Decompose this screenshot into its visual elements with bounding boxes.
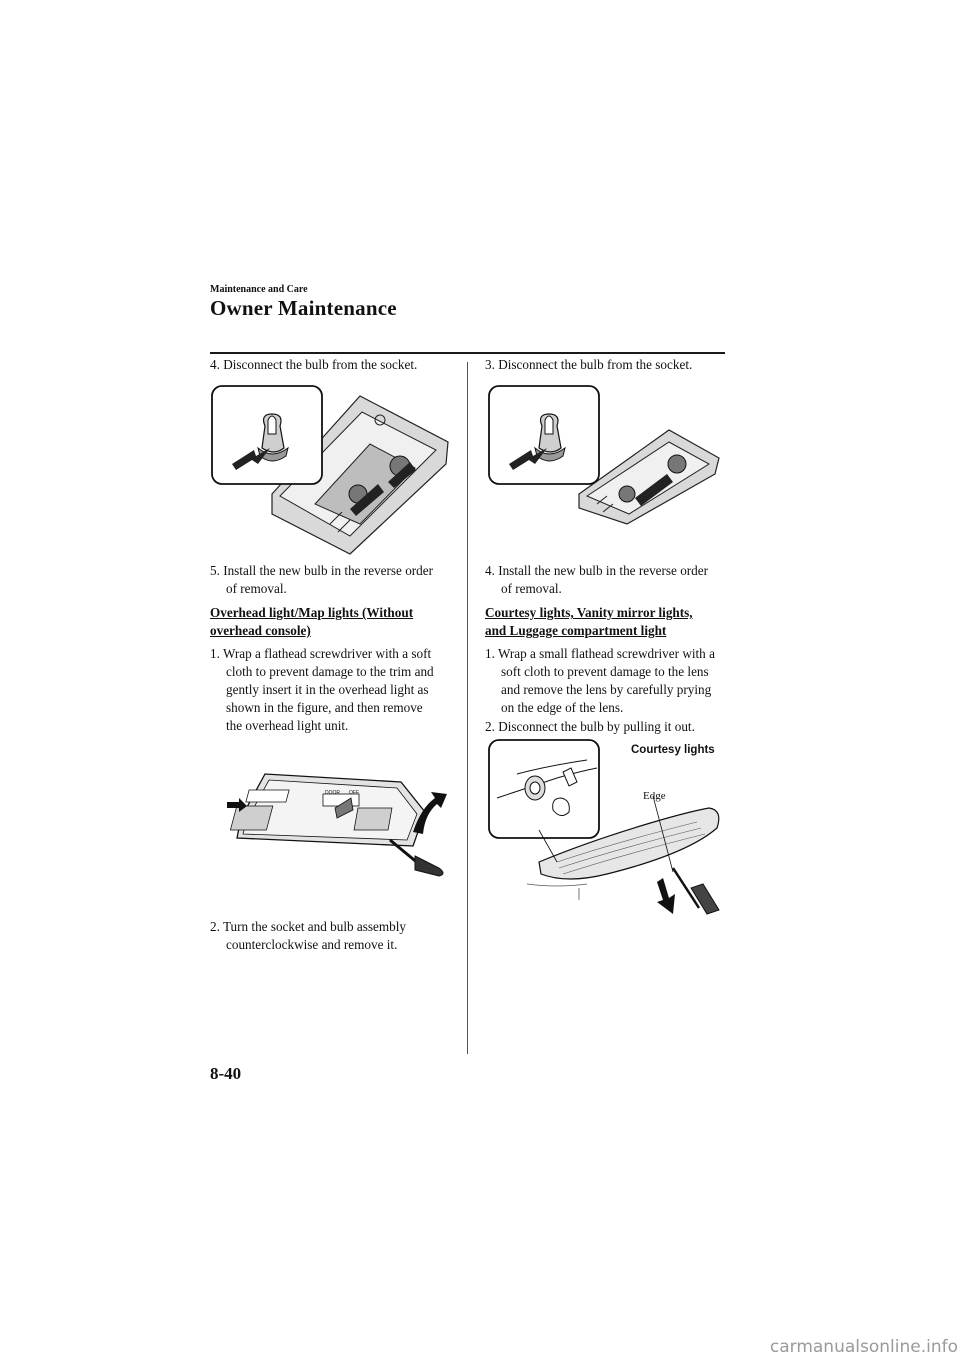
figure-overhead-light-removal — [225, 768, 455, 878]
right-heading-courtesy: Courtesy lights, Vanity mirror lights, and Luggage compartment light — [485, 605, 693, 638]
left-step-5: 5. Install the new bulb in the reverse order of removal. — [210, 563, 434, 596]
left-step-2: 2. Turn the socket and bulb assembly counterclockwise and remove it. — [210, 919, 406, 952]
right-step-3: 3. Disconnect the bulb from the socket. — [485, 357, 693, 372]
figure-disconnect-bulb-right — [487, 384, 725, 526]
right-step-1: 1. Wrap a small flathead screwdriver with a soft cloth to prevent damage to the lens and remove the lens by carefully prying on the edge of the lens. — [485, 646, 715, 715]
header-rule — [210, 352, 725, 354]
switch-label-off: OFF — [349, 790, 359, 796]
label-edge: Edge — [643, 790, 666, 802]
right-step-4: 4. Install the new bulb in the reverse order of removal. — [485, 563, 709, 596]
right-step-2: 2. Disconnect the bulb by pulling it out. — [485, 719, 695, 734]
left-step-4: 4. Disconnect the bulb from the socket. — [210, 357, 418, 372]
page-number: 8-40 — [210, 1064, 242, 1083]
switch-label-door: DOOR — [325, 790, 340, 796]
page-title: Owner Maintenance — [210, 296, 397, 320]
section-label: Maintenance and Care — [210, 284, 308, 295]
left-heading-overhead: Overhead light/Map lights (Without overhead console) — [210, 605, 414, 638]
label-courtesy-lights: Courtesy lights — [631, 744, 715, 756]
column-divider — [467, 362, 468, 1054]
watermark: carmanualsonline.info — [769, 1337, 958, 1357]
figure-disconnect-bulb-left — [210, 384, 460, 559]
left-step-1: 1. Wrap a flathead screwdriver with a soft cloth to prevent damage to the trim and gently insert it in the overhead light as shown in the figure, and then remove the overhead light unit. — [210, 646, 434, 733]
figure-courtesy-light — [487, 738, 725, 918]
